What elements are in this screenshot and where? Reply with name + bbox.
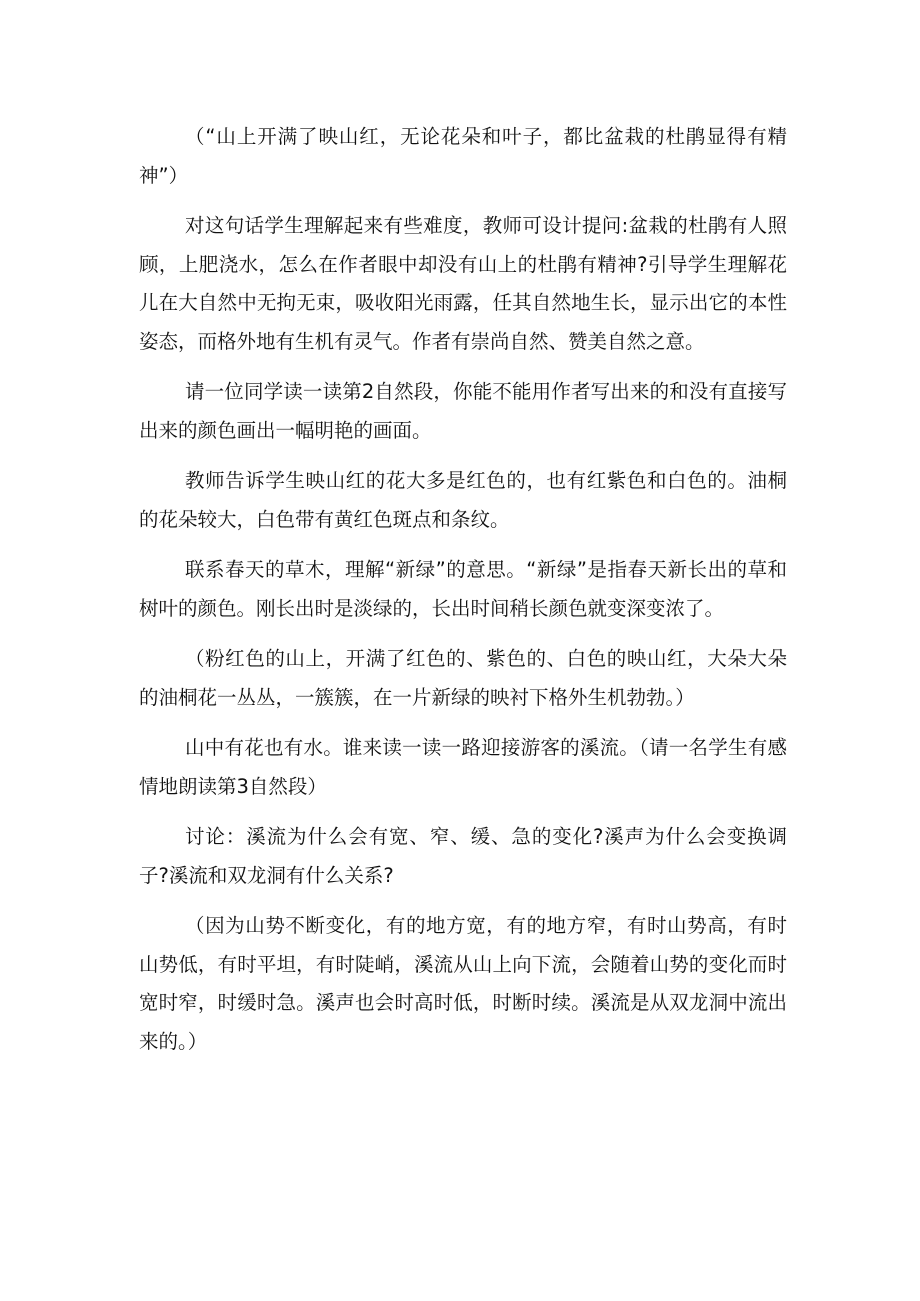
paragraph-stream-reading: 山中有花也有水。谁来读一读一路迎接游客的溪流。（请一名学生有感情地朗读第3自然段） xyxy=(139,736,787,798)
paragraph-question-azalea: 对这句话学生理解起来有些难度，教师可设计提问:盆栽的杜鹃有人照顾，上肥浇水，怎么在作者眼中却没有山上的杜鹃有精神?引导学生理解花儿在大自然中无拘无束，吸收阳光雨露，任其自然地生长，显示出它的本性姿态，而格外地有生机有灵气。作者有崇尚自然、赞美自然之意。 xyxy=(139,214,787,353)
paragraph-answer: （因为山势不断变化，有的地方宽，有的地方窄，有时山势高，有时山势低，有时平坦，有时陡峭，溪流从山上向下流，会随着山势的变化而时宽时窄，时缓时急。溪声也会时高时低，时断时续。溪流是从双龙洞中流出来的。） xyxy=(139,914,787,1053)
paragraph-new-green: 联系春天的草木，理解“新绿”的意思。“新绿”是指春天新长出的草和树叶的颜色。刚长出时是淡绿的，长出时间稍长颜色就变深变浓了。 xyxy=(139,558,787,620)
paragraph-read-section-2: 请一位同学读一读第2自然段，你能不能用作者写出来的和没有直接写出来的颜色画出一幅明艳的画面。 xyxy=(139,380,787,442)
paragraph-discussion: 讨论：溪流为什么会有宽、窄、缓、急的变化?溪声为什么会变换调子?溪流和双龙洞有什么关系? xyxy=(139,825,787,887)
paragraph-quote-azalea: （“山上开满了映山红，无论花朵和叶子，都比盆栽的杜鹃显得有精神”） xyxy=(139,125,787,187)
paragraph-pink-mountain: （粉红色的山上，开满了红色的、紫色的、白色的映山红，大朵大朵的油桐花一丛丛，一簇簇，在一片新绿的映衬下格外生机勃勃。） xyxy=(139,647,787,709)
document-body xyxy=(139,118,787,1073)
paragraph-flower-colors: 教师告诉学生映山红的花大多是红色的，也有红紫色和白色的。油桐的花朵较大，白色带有黄红色斑点和条纹。 xyxy=(139,469,787,531)
